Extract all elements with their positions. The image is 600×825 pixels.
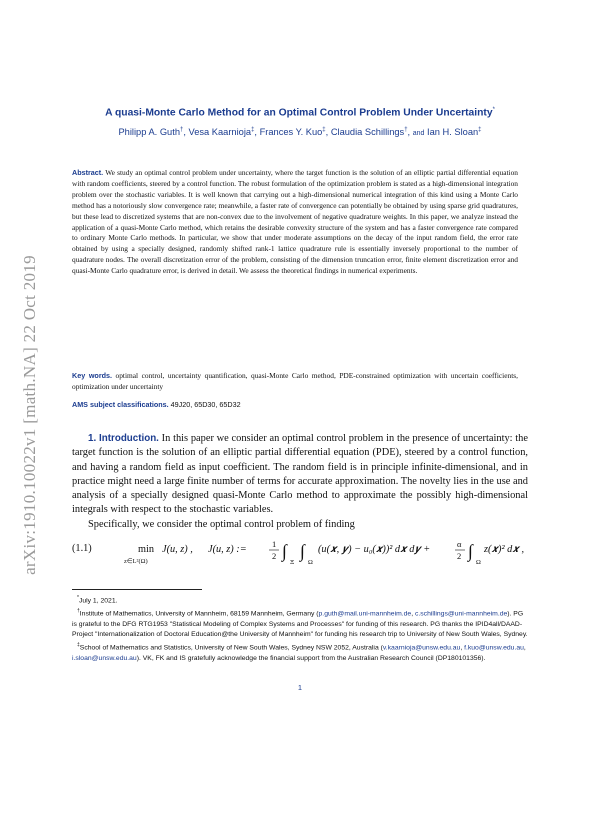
eq-min: min [138, 544, 155, 555]
author-mark[interactable]: ‡ [322, 127, 326, 133]
eq-half-num: 1 [272, 539, 277, 549]
title-footnote-marker[interactable]: * [492, 107, 495, 113]
keywords [72, 371, 518, 393]
integral-sign: ∫ [282, 541, 287, 561]
section-heading: 1. Introduction. [88, 433, 159, 444]
abstract-text: We study an optimal control problem under uncertainty, where the target function is the solution of an elliptic partial differential equation with random coefficients, steered by a control function. The robust formulation of the optimization problem is stated as a high-dimensional integration problem over the stochastic variables. It is well known that carrying out a high-dimensional numerical integration of this kind using a Monte Carlo method has a notoriously slow convergence rate; meanwhile, a faster rate of convergence can potentially be obtained by using sparse grid quadratures, but these lead to discretized systems that are non-convex due to the involvement of negative quadrature weights. In this paper, we analyze instead the application of a quasi-Monte Carlo method, which retains the desirable convexity structure of the system and has a faster convergence rate compared to ordinary Monte Carlo methods. In particular, we show that under moderate assumptions on the decay of the input random field, the error rate obtained by using a specially designed, randomly shifted rank-1 lattice quadrature rule is essentially inversely proportional to the number of quadrature nodes. The overall discretization error of the problem, consisting of the dimension truncation error, finite element discretization error and quasi-Monte Carlo quadrature error, is derived in detail. We assess the theoretical findings in numerical experiments. [72, 168, 519, 276]
integral-sign: ∫ [300, 541, 305, 561]
eq-min-sub: z∈L²(Ω) [124, 558, 148, 565]
ams-text: 49J20, 65D30, 65D32 [170, 400, 241, 409]
keywords-text: optimal control, uncertainty quantification, quasi-Monte Carlo method, PDE-constrained optimization with uncertain coefficients, optimization under uncertainty [72, 371, 518, 391]
eq-alpha-den: 2 [457, 551, 462, 561]
footnote-rule [72, 589, 202, 590]
introduction-section [72, 432, 528, 532]
eq-integrand-1: (u(𝒙, 𝒚) − u₀(𝒙))² d𝒙 d𝒚 + [318, 544, 431, 555]
paper-title-text: A quasi-Monte Carlo Method for an Optimal Control Problem Under Uncertainty [105, 107, 493, 119]
author-mark[interactable]: † [404, 127, 408, 133]
email-link[interactable]: p.guth@mail.uni-mannheim.de [318, 610, 412, 618]
footnote-date: *July 1, 2021. [77, 595, 118, 605]
eq-j-def: J(u, z) := [208, 544, 247, 555]
ams-label: AMS subject classifications. [72, 400, 169, 409]
eq-alpha-num: α [457, 539, 462, 549]
footnotes [72, 593, 528, 664]
eq-int-sub-omega: Ω [308, 559, 313, 566]
arxiv-stamp-text: arXiv:1910.10022v1 [math.NA] 22 Oct 2019 [20, 255, 39, 575]
author-name: Frances Y. Kuo [259, 127, 323, 138]
intro-text-1: In this paper we consider an optimal control problem in the presence of uncertainty: the target function is the solution of an elliptic partial differential equation (PDE), steered by a control function, and having a random field as input coefficient. The random field is in principle infinite-dimensional, and in practice might need a large finite number of terms for accurate approximation. The novelty lies in the use and analysis of a specially designed quasi-Monte Carlo method to approximate the possibly high-dimensional integrals with respect to the stochastic variables. [72, 433, 528, 516]
eq-int-sub-xi: Ξ [290, 559, 295, 566]
author-name: Ian H. Sloan [427, 127, 479, 138]
integral-sign: ∫ [468, 541, 473, 561]
eq-integrand-2: z(𝒙)² d𝒙 , [484, 544, 525, 555]
abstract [72, 168, 518, 277]
eq-j-left: J(u, z) , [162, 544, 193, 555]
equation-1-1 [72, 535, 528, 571]
ams-classifications [72, 400, 518, 409]
author-mark[interactable]: ‡ [251, 127, 255, 133]
email-link[interactable]: c.schillings@uni-mannheim.de [414, 610, 508, 618]
author-list: Philipp A. Guth†, Vesa Kaarnioja‡, Frances Y. Kuo‡, Claudia Schillings†, and Ian H. Sloan‡ [118, 127, 482, 138]
intro-paragraph-1 [72, 432, 528, 518]
email-link[interactable]: v.kaarnioja@unsw.edu.au [382, 644, 461, 652]
email-link[interactable]: f.kuo@unsw.edu.au [464, 644, 524, 652]
author-name: Vesa Kaarnioja [188, 127, 252, 138]
keywords-label: Key words. [72, 371, 112, 380]
authors-and: and [412, 130, 425, 138]
abstract-label: Abstract. [72, 168, 104, 177]
eq-half-den: 2 [272, 551, 277, 561]
arxiv-stamp [10, 230, 50, 600]
author-mark[interactable]: ‡ [478, 127, 482, 133]
author-name: Philipp A. Guth [118, 127, 180, 138]
paper-title [60, 107, 540, 118]
intro-paragraph-2: Specifically, we consider the optimal control problem of finding [88, 518, 355, 530]
footnote-mannheim: †Institute of Mathematics, University of Mannheim, 68159 Mannheim, Germany (p.guth@mail.uni-mannheim.de, c.schillings@uni-mannheim.de). PG is grateful to the DFG RTG1953 "Statistical Modeling of Complex Systems and Processes" for funding of this research. PG thanks the IPID4all/DAAD-Project "Internationalization of Doctoral Education@the University of Mannheim" for funding his research trip to University of New South Wales, Sydney. [72, 608, 528, 639]
email-link[interactable]: i.sloan@unsw.edu.au [72, 654, 137, 662]
footnote-unsw: ‡School of Mathematics and Statistics, University of New South Wales, Sydney NSW 2052, Australia (v.kaarnioja@unsw.edu.au, f.kuo@unsw.edu.au, i.sloan@unsw.edu.au). VK, FK and IS gratefully acknowledge the financial support from the Australian Research Council (DP180101356). [72, 642, 526, 662]
equation-body [120, 535, 528, 571]
author-mark[interactable]: † [180, 127, 184, 133]
author-name: Claudia Schillings [330, 127, 405, 138]
eq-int-sub-omega-2: Ω [476, 559, 481, 566]
page-number: 1 [297, 683, 303, 692]
equation-number: (1.1) [72, 543, 92, 554]
